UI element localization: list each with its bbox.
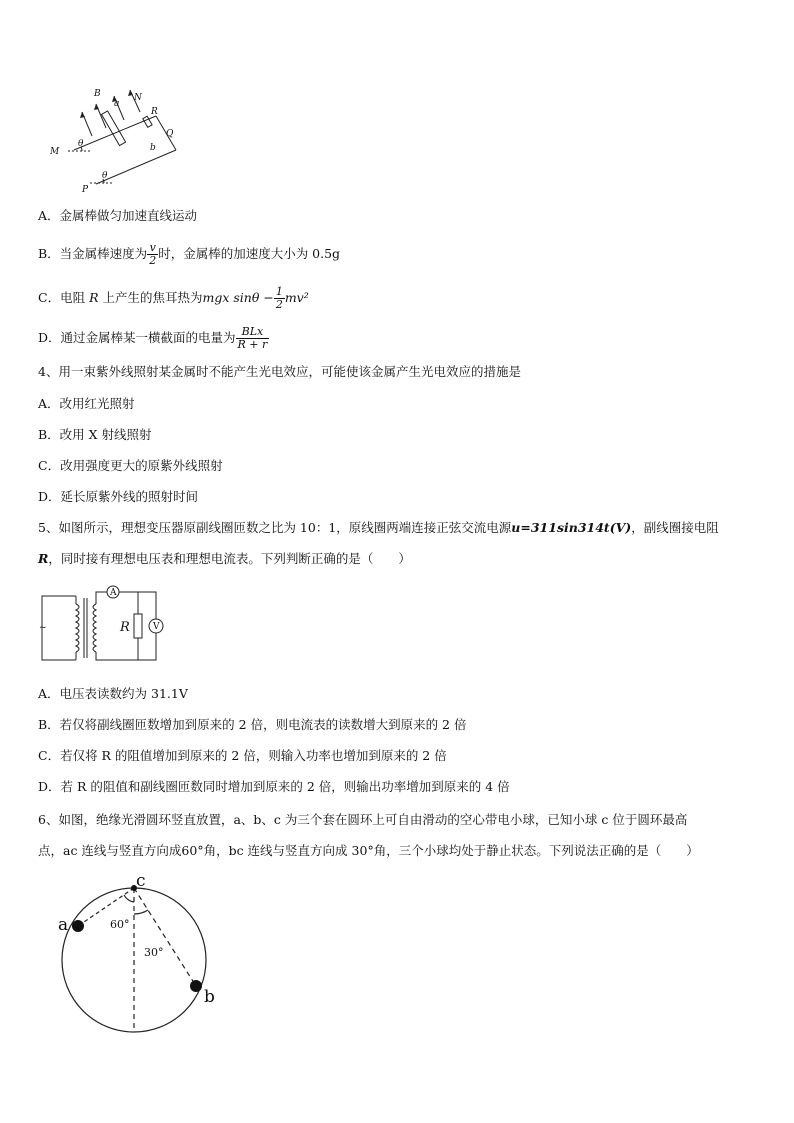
q3-option-c — [38, 286, 309, 311]
q3-option-b — [38, 242, 340, 267]
voltmeter-label: V — [153, 622, 160, 632]
q6-stem-line1: 6、如图，绝缘光滑圆环竖直放置，a、b、c 为三个套在圆环上可自由滑动的空心带电小球，已知小球 c 位于圆环最高 — [38, 812, 688, 827]
source-symbol: ~ — [39, 623, 47, 633]
q5-option-d: D．若 R 的阻值和副线圈匝数同时增加到原来的 2 倍，则输出功率增加到原来的 4 倍 — [38, 779, 510, 794]
label-theta-1: θ — [78, 139, 84, 149]
q4-option-a: A．改用红光照射 — [38, 396, 135, 411]
q3-c-mid: 上产生的焦耳热为 — [102, 290, 203, 305]
label-Q: Q — [166, 129, 174, 139]
ball-a — [72, 920, 84, 932]
frac-den: 2 — [275, 298, 283, 311]
q5-formula: u=311sin314t(V) — [511, 520, 632, 535]
q3-b-pre: B．当金属棒速度为 — [38, 246, 148, 261]
q3-c-pre: C．电阻 — [38, 290, 86, 305]
fraction-v-over-2 — [147, 242, 158, 267]
resistor-label: R — [120, 620, 130, 635]
q3-b-post: 时，金属棒的加速度大小为 0.5g — [158, 246, 341, 261]
q5-stem1-post: ，副线圈接电阻 — [631, 520, 719, 535]
q3-option-a: A．金属棒做匀加速直线运动 — [38, 208, 198, 223]
frac-num: 1 — [275, 285, 283, 298]
q4-stem: 4、用一束紫外线照射某金属时不能产生光电效应，可能使该金属产生光电效应的措施是 — [38, 364, 521, 379]
frac-num: v — [147, 242, 158, 255]
ammeter-label: A — [110, 588, 117, 598]
q3-option-d — [38, 326, 269, 351]
q4-option-b: B．改用 X 射线照射 — [38, 427, 152, 442]
frac-den: 2 — [149, 254, 157, 267]
q3-d-pre: D．通过金属棒某一横截面的电量为 — [38, 330, 236, 345]
label-a: a — [114, 99, 120, 109]
ring-diagram — [54, 872, 234, 1042]
q5-stem1-pre: 5、如图所示，理想变压器原副线圈匝数之比为 10：1，原线圈两端连接正弦交流电源 — [38, 520, 512, 535]
label-b: b — [150, 143, 156, 153]
label-N: N — [134, 93, 142, 103]
frac-num: BLx — [236, 326, 270, 339]
label-R: R — [151, 107, 158, 117]
q4-option-c: C．改用强度更大的原紫外线照射 — [38, 458, 223, 473]
q5-stem-line1 — [38, 520, 719, 536]
q3-c-expr: mgx sinθ − — [202, 290, 274, 305]
label-b: b — [204, 987, 215, 1007]
q3-c-tail: mv² — [284, 290, 309, 305]
label-a: a — [58, 915, 69, 935]
frac-den: R + r — [237, 338, 268, 351]
label-M: M — [50, 147, 60, 157]
q3-c-r: R — [89, 290, 99, 305]
label-30: 30° — [144, 946, 164, 959]
rail-diagram — [44, 84, 194, 196]
q5-stem2-post: ，同时接有理想电压表和理想电流表。下列判断正确的是（ ） — [48, 551, 411, 566]
transformer-circuit — [36, 584, 186, 668]
label-c: c — [136, 872, 146, 891]
q4-option-d: D．延长原紫外线的照射时间 — [38, 489, 199, 504]
q5-option-c: C．若仅将 R 的阻值增加到原来的 2 倍，则输入功率也增加到原来的 2 倍 — [38, 748, 447, 763]
label-60: 60° — [110, 918, 130, 931]
fraction-blx — [236, 326, 270, 351]
label-theta-2: θ — [102, 171, 108, 181]
q6-stem-line2: 点，ac 连线与竖直方向成60°角，bc 连线与竖直方向成 30°角，三个小球均处于静止状态。下列说法正确的是（ ） — [38, 843, 699, 858]
q5-option-b: B．若仅将副线圈匝数增加到原来的 2 倍，则电流表的读数增大到原来的 2 倍 — [38, 717, 467, 732]
ball-b — [190, 980, 202, 992]
q5-option-a: A．电压表读数约为 31.1V — [38, 686, 188, 701]
fraction-1-over-2 — [274, 286, 285, 311]
label-P: P — [82, 185, 89, 195]
q5-stem2-r: R — [38, 551, 49, 566]
label-B: B — [94, 89, 101, 99]
q5-stem-line2 — [38, 551, 411, 567]
